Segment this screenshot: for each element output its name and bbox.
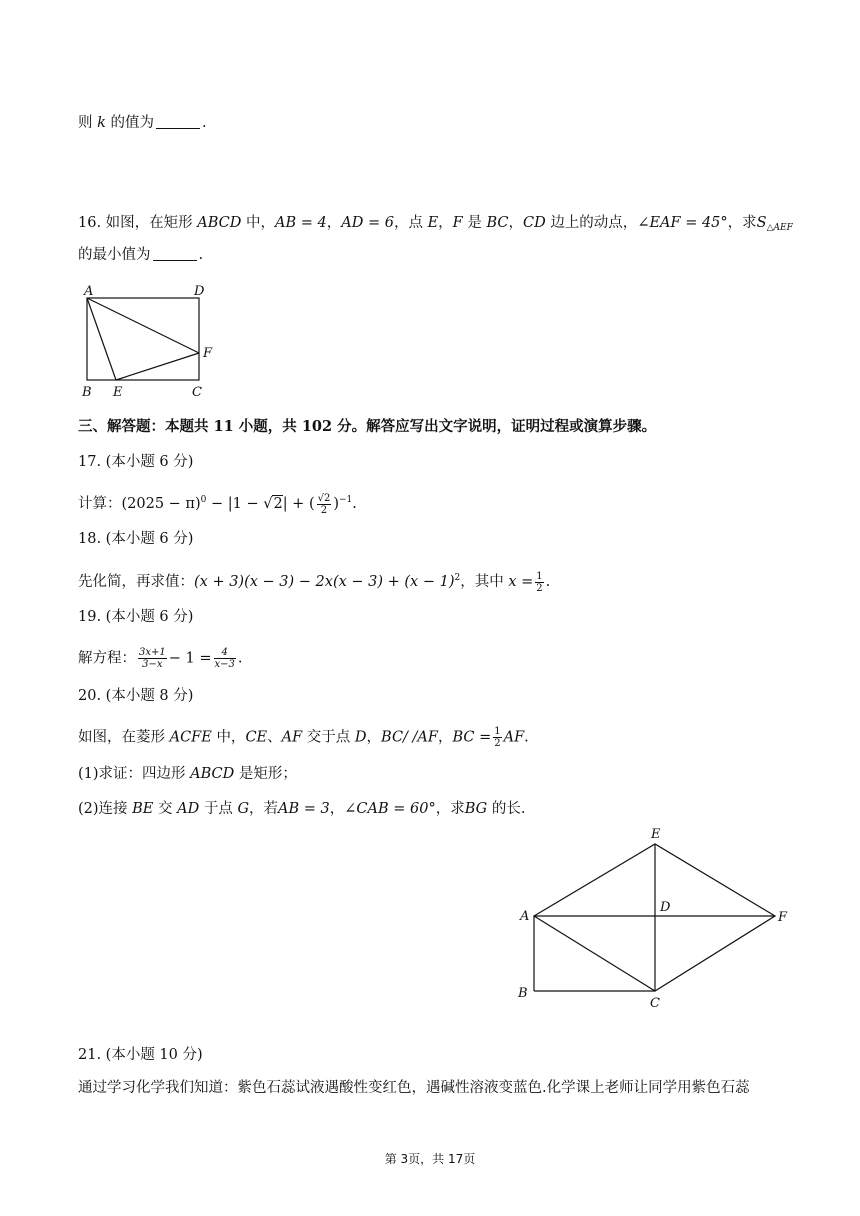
- q16-sep: ，: [508, 215, 523, 231]
- q18-fraction: [535, 571, 543, 594]
- q16-rect-shape: [87, 298, 199, 380]
- q16-sep: ，: [438, 215, 453, 231]
- q20-parallel: BC/ /AF: [381, 729, 438, 746]
- q20-p2-ad: AD: [177, 801, 200, 817]
- q20-fraction: [493, 726, 501, 749]
- q17-frac-num: √2: [317, 492, 331, 504]
- q18-frac-num: 1: [536, 570, 543, 582]
- q17-expr-1: (2025 − π): [121, 496, 201, 512]
- q20-bc: BC =: [452, 729, 492, 746]
- q20-part-1: [78, 764, 297, 784]
- answer-blank: [156, 114, 200, 129]
- q16-line-2: [78, 245, 203, 265]
- q20-p1-text-2: 是矩形；: [238, 766, 297, 782]
- q20-statement: [78, 726, 529, 749]
- q16-label-c: C: [192, 385, 202, 400]
- q19-end: .: [237, 650, 243, 667]
- q16-end: .: [198, 247, 204, 263]
- q20-p2-text: 交: [158, 801, 173, 817]
- q16-angle: ∠EAF = 45°: [637, 215, 728, 231]
- q16-label-e: E: [113, 385, 123, 400]
- q20-figure: [512, 823, 798, 1013]
- q17-exp: −1: [339, 495, 353, 505]
- q16-label-a: A: [84, 284, 94, 299]
- q17-expr-2: − |1 − √: [206, 496, 273, 512]
- q20-label-f: F: [778, 910, 788, 925]
- q18-exp: 2: [454, 573, 461, 583]
- q20-p1-shape: ABCD: [190, 766, 235, 782]
- q18-text: 先化简，再求值：: [78, 574, 194, 590]
- q20-end: .: [524, 729, 529, 746]
- q19-fraction-2: [214, 647, 236, 670]
- q16-rect: ABCD: [197, 215, 242, 231]
- q20-af-2: AF: [503, 729, 525, 746]
- q15-text: 则: [78, 115, 93, 131]
- q17-heading: 17. (本小题 6 分): [78, 454, 194, 470]
- q17-text: 计算：: [78, 496, 122, 512]
- q20-p2-ab: AB = 3: [278, 801, 330, 817]
- q16-label-b: B: [82, 385, 92, 400]
- q20-p2-text: ，求: [435, 801, 465, 817]
- q18-text-2: ，其中: [460, 574, 504, 590]
- q20-af: AF: [281, 729, 303, 746]
- q20-p2-text: ，若: [249, 801, 279, 817]
- q21-heading: 21. (本小题 10 分): [78, 1047, 203, 1063]
- q19-f2-den: x−3: [214, 659, 235, 670]
- q16-text: 是: [467, 215, 482, 231]
- q17-expression: [78, 490, 357, 516]
- q16-text: ，求: [727, 215, 757, 231]
- q17-frac-den: 2: [320, 504, 328, 516]
- q20-frac-den: 2: [494, 738, 501, 749]
- q19-equation: [78, 647, 243, 670]
- q16-area: S: [756, 215, 767, 231]
- q20-text: 如图，在菱形: [78, 729, 165, 746]
- q17-exp-0: 0: [200, 495, 207, 505]
- q19-f1-den: 3−x: [142, 659, 163, 670]
- q17-radicand: 2: [273, 496, 283, 512]
- q16-f: F: [452, 215, 463, 231]
- q17-expr-3: | + (: [282, 496, 315, 512]
- q20-p1-text: (1)求证：四边形: [78, 766, 186, 782]
- q19-fraction-1: [138, 647, 167, 670]
- q18-end: .: [545, 574, 551, 590]
- q20-p2-text: 于点: [203, 801, 233, 817]
- q18-frac-den: 2: [536, 582, 543, 594]
- q19-f1-num: 3x+1: [139, 647, 166, 658]
- q16-ab: AB = 4: [275, 215, 327, 231]
- q15-text-2: 的值为: [110, 115, 155, 131]
- q16-text: 中，: [246, 215, 276, 231]
- q20-p2-be: BE: [132, 801, 154, 817]
- q16-e: E: [427, 215, 439, 231]
- q18-x-eq: x =: [508, 574, 534, 590]
- q16-segment-ef: [116, 353, 199, 380]
- section-3-heading: 三、解答题：本题共 11 小题，共 102 分。解答应写出文字说明，证明过程或演算步骤。: [78, 418, 657, 435]
- q20-label-a: A: [520, 909, 530, 924]
- q16-area-sub: △AEF: [766, 223, 793, 233]
- q20-p2-bg: BG: [464, 801, 488, 817]
- q20-label-e: E: [651, 827, 661, 842]
- q20-p2-g: G: [237, 801, 250, 817]
- q20-p2-angle: ∠CAB = 60°: [344, 801, 436, 817]
- q16-text: 如图，在矩形: [105, 215, 193, 231]
- q21-text: 通过学习化学我们知道：紫色石蕊试液遇酸性变红色，遇碱性溶液变蓝色.化学课上老师让同学用紫色石蕊: [78, 1080, 750, 1096]
- q20-text: ，: [437, 729, 453, 746]
- q18-expr: (x + 3)(x − 3) − 2x(x − 3) + (x − 1): [194, 574, 455, 590]
- q15-tail-line: [78, 113, 207, 133]
- q15-end: .: [202, 115, 207, 131]
- q20-p2-text: ，: [329, 801, 345, 817]
- q20-d: D: [354, 729, 367, 746]
- q16-bc: BC: [486, 215, 509, 231]
- q20-label-d: D: [660, 900, 671, 915]
- q20-ce: CE: [245, 729, 268, 746]
- q20-text: 交于点: [306, 729, 351, 746]
- q19-text: 解方程：: [78, 650, 136, 667]
- q16-text: 的最小值为: [78, 247, 151, 263]
- q16-cd: CD: [522, 215, 546, 231]
- q16-label-d: D: [194, 284, 205, 299]
- q20-p2-text-2: 的长.: [491, 801, 526, 817]
- q16-number: 16.: [78, 215, 102, 231]
- q20-heading: 20. (本小题 8 分): [78, 688, 194, 704]
- q20-label-b: B: [518, 986, 528, 1001]
- q20-label-c: C: [650, 996, 660, 1011]
- q20-text: 中，: [216, 729, 246, 746]
- q17-expr-4: ): [333, 496, 340, 512]
- q18-expression: [78, 568, 550, 594]
- q16-ad: AD = 6: [341, 215, 394, 231]
- q19-f2-num: 4: [214, 647, 236, 659]
- q19-mid: − 1 =: [168, 650, 212, 667]
- page-footer: 第 3页，共 17页: [384, 1152, 476, 1166]
- q16-line-1: [78, 213, 793, 238]
- q16-text: ，点: [393, 215, 423, 231]
- q18-heading: 18. (本小题 6 分): [78, 531, 194, 547]
- q15-variable: k: [97, 115, 106, 131]
- q20-text: 、: [267, 729, 282, 746]
- answer-blank: [153, 246, 197, 261]
- q20-frac-num: 1: [494, 726, 501, 737]
- q20-text: ，: [366, 729, 382, 746]
- q16-text: 边上的动点，: [550, 215, 638, 231]
- q20-p2-text: (2)连接: [78, 801, 128, 817]
- q19-heading: 19. (本小题 6 分): [78, 609, 194, 625]
- q16-sep: ，: [326, 215, 342, 231]
- q20-rhombus: ACFE: [169, 729, 212, 746]
- q20-part-2: [78, 799, 525, 819]
- q17-fraction: [317, 493, 332, 516]
- q16-figure: [78, 283, 228, 401]
- q17-end: .: [352, 496, 357, 512]
- q16-label-f: F: [203, 346, 213, 361]
